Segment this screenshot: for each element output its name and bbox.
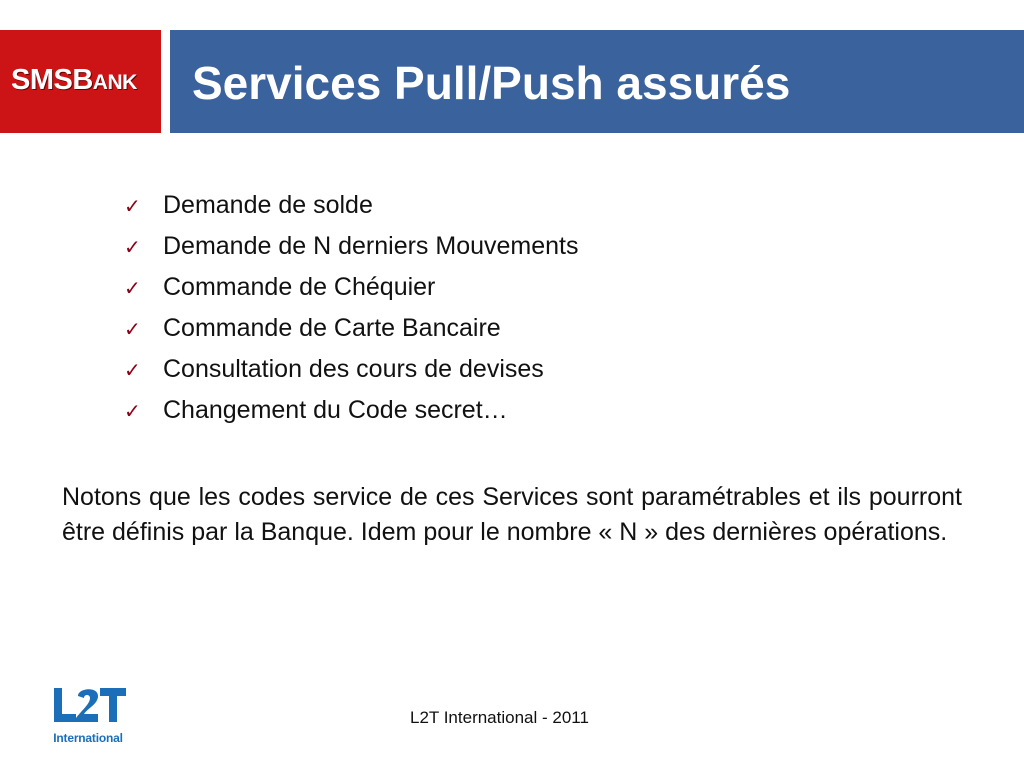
- note-paragraph: Notons que les codes service de ces Services sont paramétrables et ils pourront être définis par la Banque. Idem pour le nombre « N » des dernières opérations.: [62, 483, 962, 546]
- list-item-text: Changement du Code secret…: [163, 396, 508, 424]
- list-item-text: Commande de Chéquier: [163, 273, 436, 301]
- check-icon: ✓: [124, 193, 141, 218]
- check-icon: ✓: [124, 316, 141, 341]
- smsbank-logo-text: SMSBANK: [11, 64, 137, 96]
- l2t-logo-icon: [48, 684, 128, 730]
- check-icon: ✓: [124, 357, 141, 382]
- l2t-logo-word: International: [53, 731, 123, 745]
- list-item-text: Commande de Carte Bancaire: [163, 314, 501, 342]
- smsbank-logo: [0, 30, 161, 133]
- footer-text: L2T International - 2011: [410, 708, 589, 727]
- check-icon: ✓: [124, 398, 141, 423]
- list-item: [124, 390, 578, 431]
- check-icon: ✓: [124, 234, 141, 259]
- l2t-logo: [48, 684, 128, 748]
- list-item: [124, 226, 578, 267]
- list-item: [124, 308, 578, 349]
- services-list: [124, 185, 578, 431]
- check-icon: ✓: [124, 275, 141, 300]
- title-bar: [170, 30, 1024, 133]
- list-item: [124, 267, 578, 308]
- list-item-text: Demande de N derniers Mouvements: [163, 232, 579, 260]
- page-title: Services Pull/Push assurés: [192, 57, 791, 109]
- list-item-text: Demande de solde: [163, 191, 373, 219]
- list-item-text: Consultation des cours de devises: [163, 355, 544, 383]
- header-separator: [161, 30, 170, 133]
- list-item: [124, 349, 578, 390]
- list-item: [124, 185, 578, 226]
